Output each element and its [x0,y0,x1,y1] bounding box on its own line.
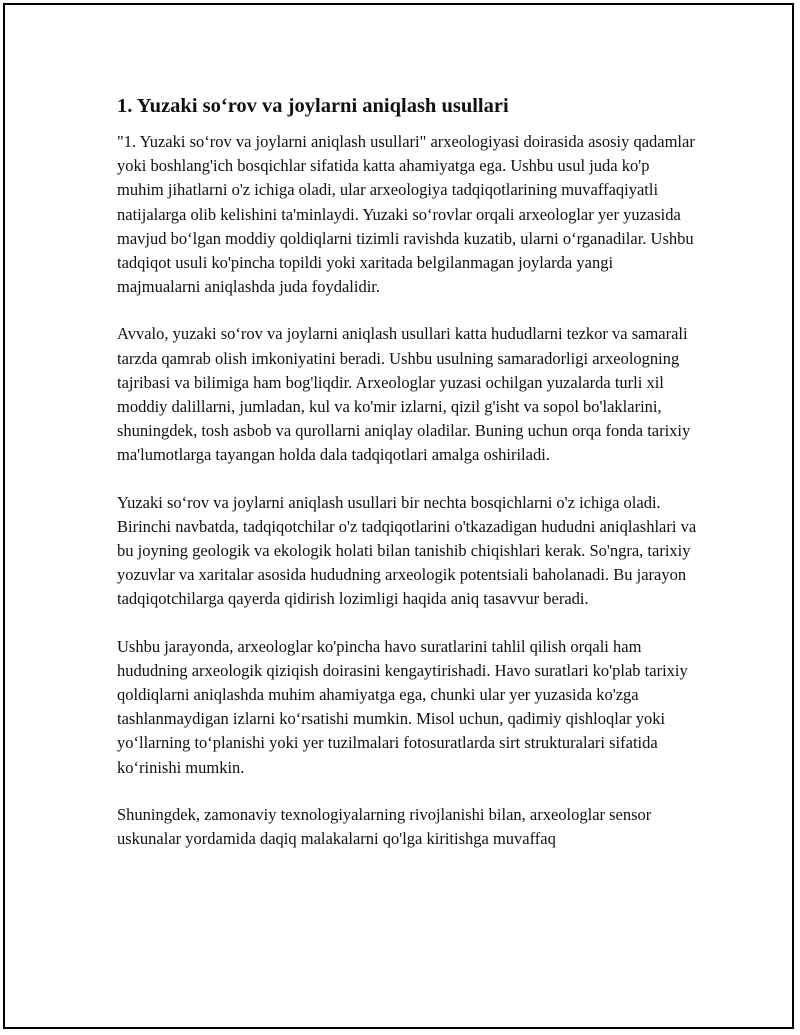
paragraph-4: Ushbu jarayonda, arxeologlar ko'pincha havo suratlarini tahlil qilish orqali ham hududning arxeologik qiziqish doirasini kengaytirishadi. Havo suratlari ko'plab tarixiy qoldiqlarni aniqlashda muhim ahamiyatga ega, chunki ular yer yuzasida ko'zga tashlanmaydigan izlarni ko‘rsatishi mumkin. Misol uchun, qadimiy qishloqlar yoki yo‘llarning to‘planishi yoki yer tuzilmalari fotosuratlarda sirt strukturalari sifatida ko‘rinishi mumkin. [117,636,688,777]
paragraph-2: Avvalo, yuzaki so‘rov va joylarni aniqlash usullari katta hududlarni tezkor va samarali tarzda qamrab olish imkoniyatini beradi. Ushbu usulning samaradorligi arxeologning tajribasi va bilimiga ham bog'liqdir. Arxeologlar yuzasi ochilgan yuzalarda turli xil moddiy dalillarni, jumladan, kul va ko'mir izlarni, qizil g'isht va sopol bo'laklarini, shuningdek, tosh asbob va qurollarni aniqlay oladilar. Buning uchun orqa fonda tarixiy ma'lumotlarga tayangan holda dala tadqiqotlari amalga oshiriladi. [117,324,691,465]
document-body [117,92,697,874]
paragraph-5: Shuningdek, zamonaviy texnologiyalarning rivojlanishi bilan, arxeologlar sensor uskunalar yordamida daqiq malakalarni qo'lga kiritishga muvaffaq [117,804,652,849]
paragraph-3: Yuzaki so‘rov va joylarni aniqlash usullari bir nechta bosqichlarni o'z ichiga oladi. Birinchi navbatda, tadqiqotchilar o'z tadqiqotlarini o'tkazadigan hududni aniqlashlari va bu joyning geologik va ekologik holati bilan tanishib chiqishlari kerak. So'ngra, tarixiy yozuvlar va xaritalar asosida hududning arxeologik potentsiali baholanadi. Bu jarayon tadqiqotchilarga qayerda qidirish lozimligi haqida aniq tasavvur beradi. [117,492,697,609]
paragraph-1: "1. Yuzaki so‘rov va joylarni aniqlash usullari" arxeologiyasi doirasida asosiy qadamlar yoki boshlang'ich bosqichlar sifatida katta ahamiyatga ega. Ushbu usul juda ko'p muhim jihatlarni o'z ichiga oladi, ular arxeologiya tadqiqotlarining muvaffaqiyatli natijalarga olib kelishini ta'minlaydi. Yuzaki so‘rovlar orqali arxeologlar yer yuzasida mavjud bo‘lgan moddiy qoldiqlarni tizimli ravishda kuzatib, ularni o‘rganadilar. Ushbu tadqiqot usuli ko'pincha topildi yoki xaritada belgilanmagan joylarda yangi majmualarni aniqlashda juda foydalidir. [117,132,695,297]
document-title: 1. Yuzaki so‘rov va joylarni aniqlash usullari [117,95,509,117]
